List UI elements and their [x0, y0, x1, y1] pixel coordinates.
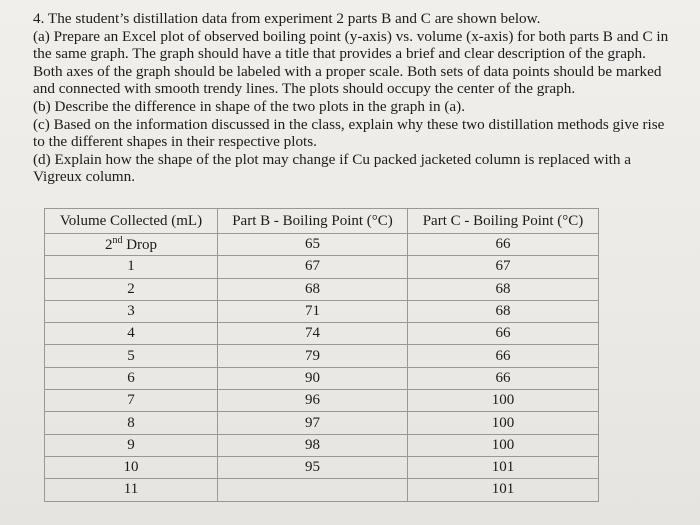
- part-c-cell: 68: [408, 278, 599, 300]
- table-row: [45, 367, 599, 389]
- volume-cell: [45, 234, 218, 256]
- distillation-data-table: [44, 208, 599, 502]
- table-row: [45, 390, 599, 412]
- part-b-cell: 90: [218, 367, 408, 389]
- part-c-cell: 66: [408, 323, 599, 345]
- table-row: [45, 434, 599, 456]
- part-c-cell: 68: [408, 300, 599, 322]
- part-c-cell: 101: [408, 479, 599, 501]
- part-b-cell: 68: [218, 278, 408, 300]
- header-part-c: Part C - Boiling Point (°C): [408, 209, 599, 234]
- part-b-cell: [218, 479, 408, 501]
- table-row: [45, 256, 599, 278]
- table-row: [45, 412, 599, 434]
- table-row: [45, 479, 599, 501]
- part-c-cell: 66: [408, 345, 599, 367]
- question-text: [33, 10, 673, 186]
- table-row: [45, 300, 599, 322]
- part-c-cell: 67: [408, 256, 599, 278]
- part-b-cell: 74: [218, 323, 408, 345]
- table-row: [45, 234, 599, 256]
- question-part-d: (d) Explain how the shape of the plot may change if Cu packed jacketed column is replaced with a Vigreux column.: [33, 150, 632, 186]
- question-line-1: 4. The student’s distillation data from experiment 2 parts B and C are shown below.: [33, 10, 541, 27]
- table-row: [45, 456, 599, 478]
- table-header-row: [45, 209, 599, 234]
- part-b-cell: 67: [218, 256, 408, 278]
- drop-ordinal: nd: [112, 235, 123, 247]
- part-b-cell: 96: [218, 390, 408, 412]
- volume-cell: 2: [45, 278, 218, 300]
- table-row: [45, 345, 599, 367]
- part-b-cell: 97: [218, 412, 408, 434]
- part-c-cell: 100: [408, 434, 599, 456]
- drop-label: Drop: [122, 237, 158, 254]
- part-c-cell: 66: [408, 367, 599, 389]
- part-c-cell: 101: [408, 456, 599, 478]
- volume-cell: 9: [45, 434, 218, 456]
- volume-cell: 11: [45, 479, 218, 501]
- part-c-cell: 100: [408, 390, 599, 412]
- part-b-cell: 98: [218, 434, 408, 456]
- volume-cell: 1: [45, 256, 218, 278]
- volume-cell: 6: [45, 367, 218, 389]
- table-row: [45, 323, 599, 345]
- drop-number: 2: [104, 237, 113, 254]
- volume-cell: 4: [45, 323, 218, 345]
- header-part-b: Part B - Boiling Point (°C): [218, 209, 408, 234]
- volume-cell: 10: [45, 456, 218, 478]
- volume-cell: 3: [45, 300, 218, 322]
- table-row: [45, 278, 599, 300]
- part-b-cell: 95: [218, 456, 408, 478]
- part-c-cell: 100: [408, 412, 599, 434]
- volume-cell: 5: [45, 345, 218, 367]
- question-part-a: (a) Prepare an Excel plot of observed boiling point (y-axis) vs. volume (x-axis) for both parts B and C in the same graph. The graph should have a title that provides a brief and clear description of the graph. Both axes of the graph should be labeled with a proper scale. Both sets of data points should be marked and connected with smooth trendy lines. The plots should occupy the center of the graph.: [33, 27, 669, 98]
- volume-cell: 7: [45, 390, 218, 412]
- question-part-c: (c) Based on the information discussed in the class, explain why these two distillation methods give rise to the different shapes in their respective plots.: [33, 115, 665, 151]
- part-b-cell: 65: [218, 234, 408, 256]
- header-volume: Volume Collected (mL): [45, 209, 218, 234]
- part-c-cell: 66: [408, 234, 599, 256]
- volume-cell: 8: [45, 412, 218, 434]
- question-part-b: (b) Describe the difference in shape of the two plots in the graph in (a).: [33, 97, 465, 115]
- part-b-cell: 79: [218, 345, 408, 367]
- part-b-cell: 71: [218, 300, 408, 322]
